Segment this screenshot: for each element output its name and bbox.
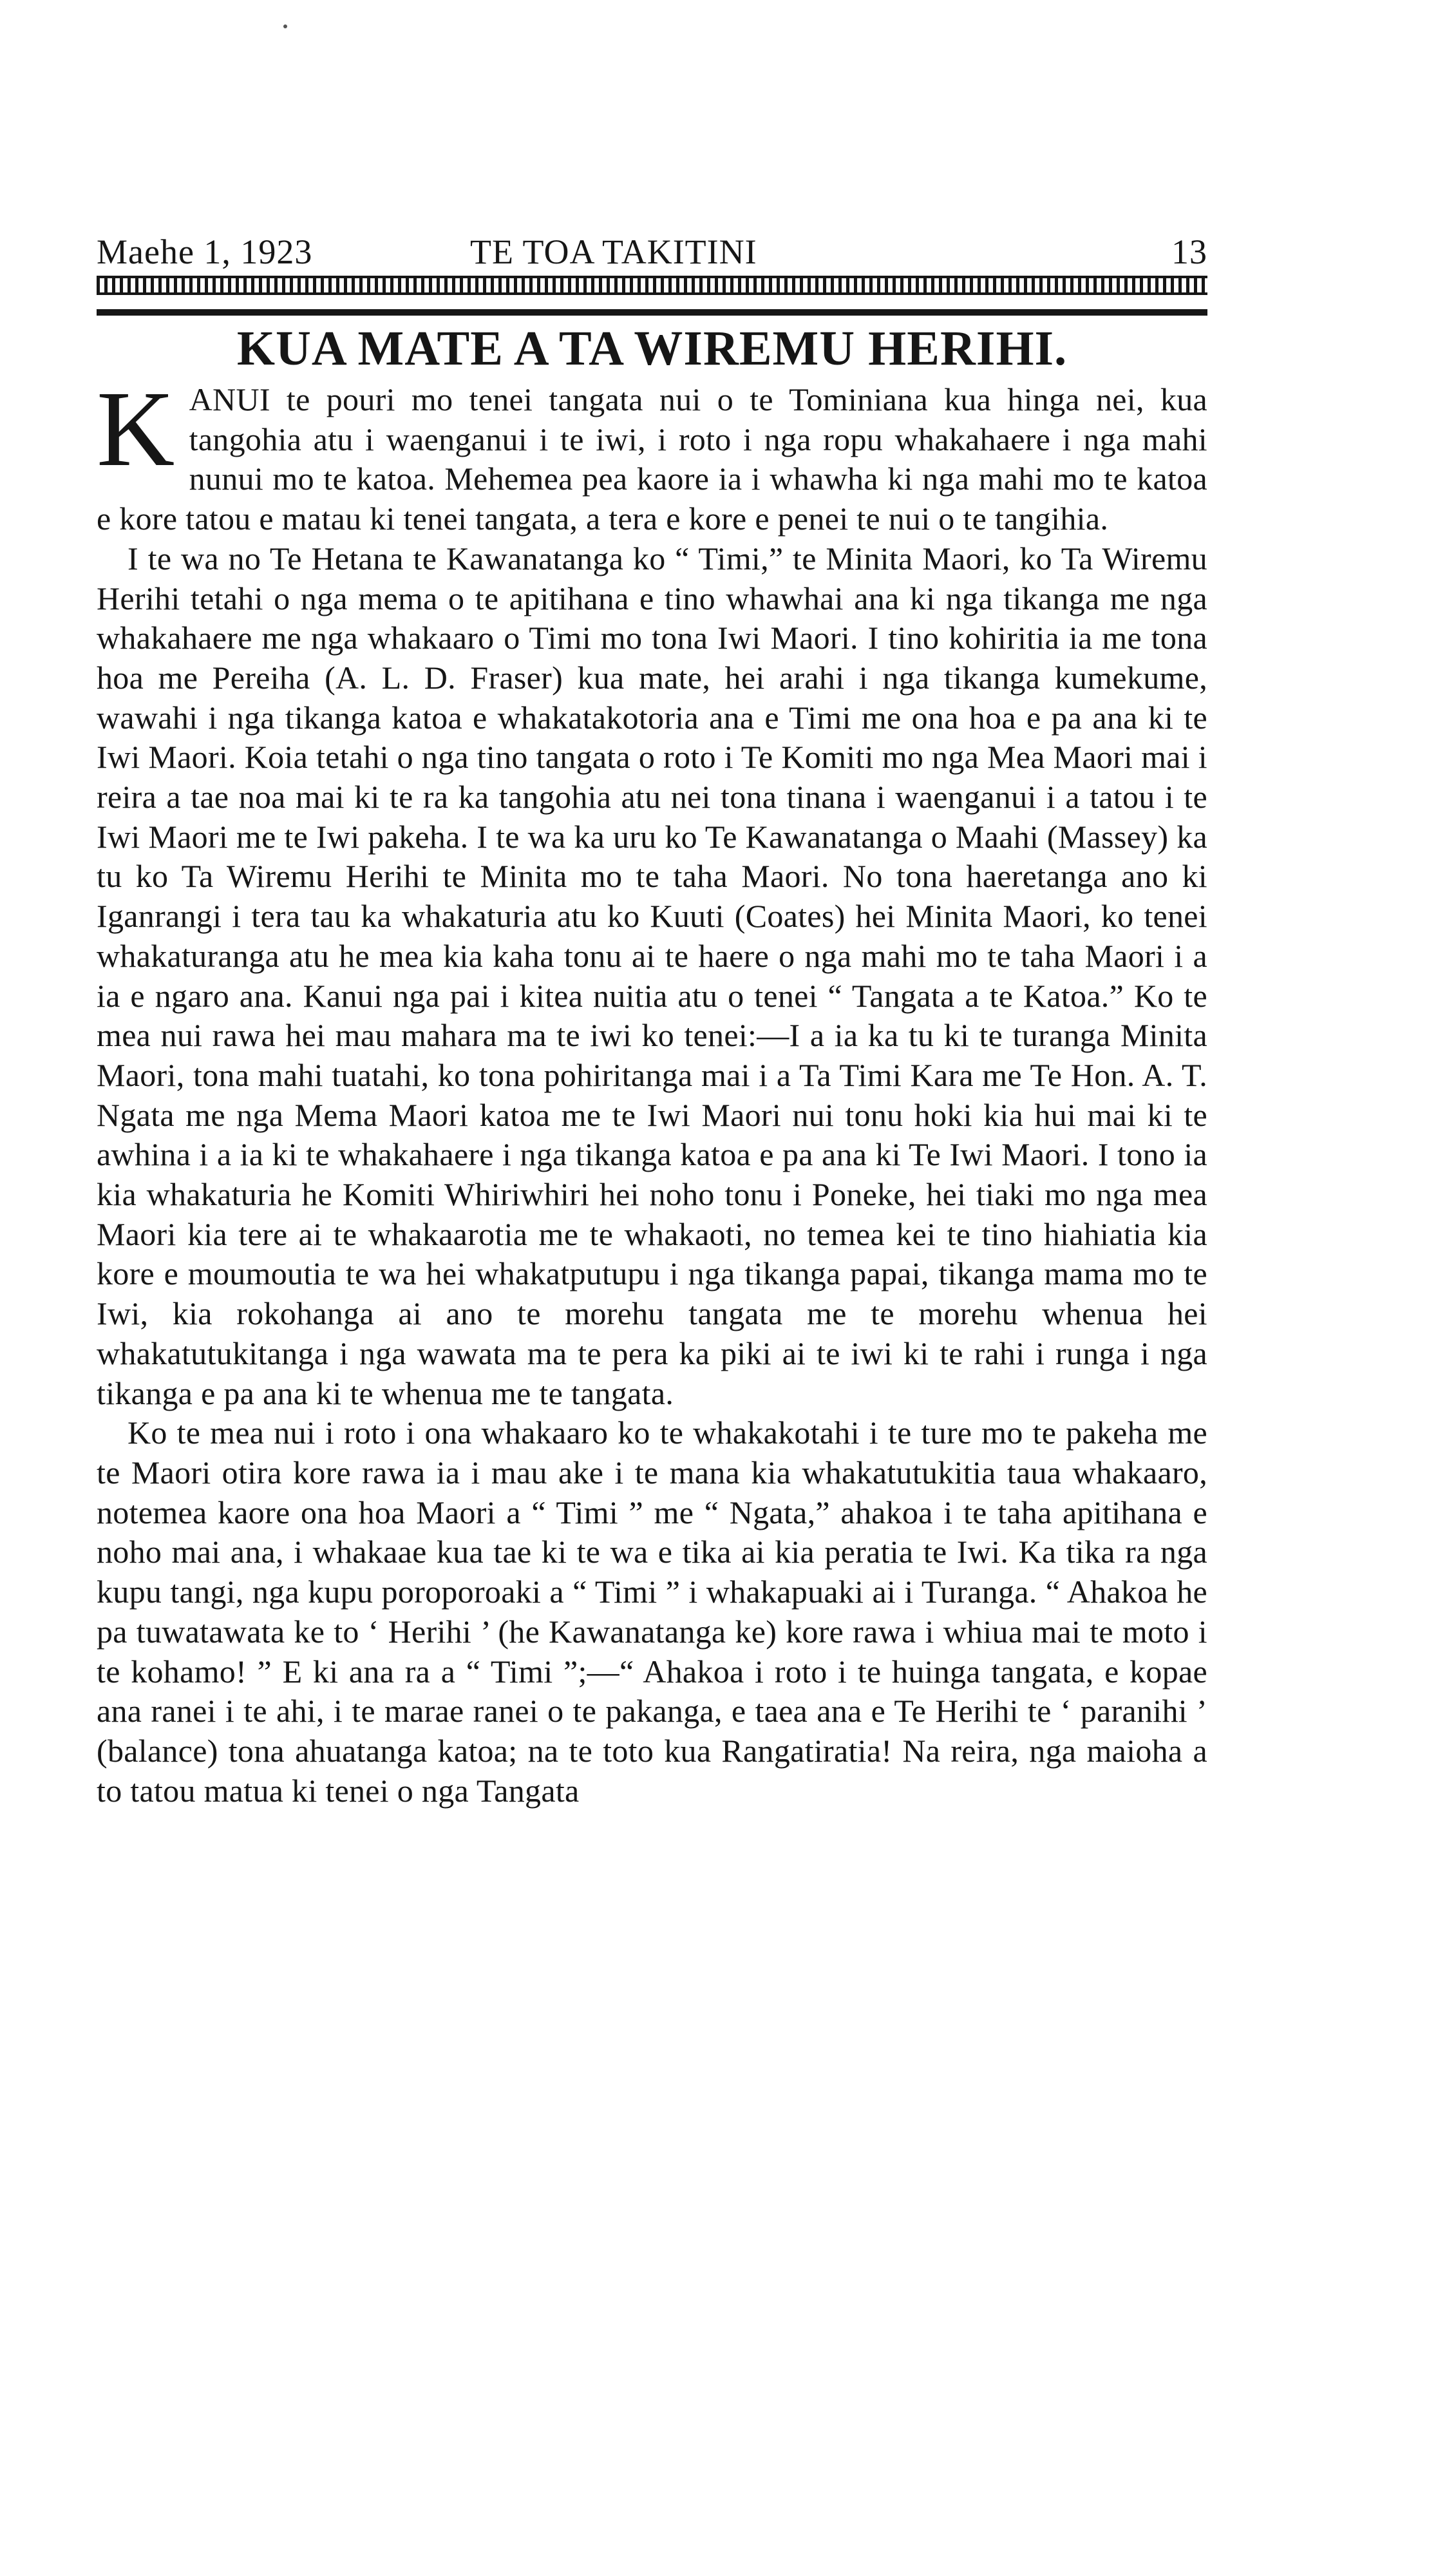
issue-date: Maehe 1, 1923 [97, 233, 313, 271]
ink-speck [283, 24, 287, 28]
ornamental-border [97, 276, 1207, 295]
article-paragraph: Ko te mea nui i roto i ona whakaaro ko te whakakotahi i te ture mo te pakeha me te Maori otira kore rawa ia i mau ake i te mana kia whakatutukitia taua whakaaro, notemea kaore ona hoa Maori a “ Timi ” me “ Ngata,” ahakoa i te taha apitihana e noho mai ana, i whakaae kua tae ki te wa e tika ai kia peratia te Iwi. Ka tika ra nga kupu tangi, nga kupu poroporoaki a “ Timi ” i whakapuaki ai i Turanga. “ Ahakoa he pa tuwatawata ke to ‘ Herihi ’ (he Kawanatanga ke) kore rawa i whiua mai te moto i te kohamo! ” E ki ana ra a “ Timi ”;—“ Ahakoa i roto i te huinga tangata, e kopae ana ranei i te ahi, i te marae ranei o te pakanga, e taea ana e Te Herihi te ‘ paranihi ’ (balance) tona ahuatanga katoa; na te toto kua Rangatiratia! Na reira, nga maioha a to tatou matua ki tenei o nga Tangata [97, 1414, 1207, 1809]
article-paragraph [97, 369, 1207, 539]
heavy-rule [97, 309, 1207, 316]
article-paragraph: I te wa no Te Hetana te Kawanatanga ko “ Timi,” te Minita Maori, ko Ta Wiremu Herihi tetahi o nga mema o te apitihana e tino whawhai ana ki nga tikanga me nga whakahaere me nga whakaaro o Timi mo tona Iwi Maori. I tino kohiritia ia me tona hoa me Pereiha (A. L. D. Fraser) kua mate, hei arahi i nga tikanga kumekume, wawahi i nga tikanga katoa e whakatakotoria ana e Timi me ona hoa e pa ana ki te Iwi Maori. Koia tetahi o nga tino tangata o roto i Te Komiti mo nga Mea Maori mai i reira a tae noa mai ki te ra ka tangohia atu nei tona tinana i waenganui i a tatou i te Iwi Maori me te Iwi pakeha. I te wa ka uru ko Te Kawanatanga o Maahi (Massey) ka tu ko Ta Wiremu Herihi te Minita mo te taha Maori. No tona haeretanga ano ki Iganrangi i tera tau ka whakaturia atu ko Kuuti (Coates) hei Minita Maori, ko tenei whakaturanga atu he mea kia kaha tonu ai te haere o nga mahi mo te taha Maori i a ia e ngaro ana. Kanui nga pai i kitea nuitia atu o tenei “ Tangata a te Katoa.” Ko te mea nui rawa hei mau mahara ma te iwi ko tenei:—I a ia ka tu ki te turanga Minita Maori, tona mahi tuatahi, ko tona pohiritanga mai i a Ta Timi Kara me Te Hon. A. T. Ngata me nga Mema Maori katoa me te Iwi Maori nui tonu hoki kia hui mai ki te awhina i a ia ki te whakahaere i nga tikanga katoa e pa ana ki Te Iwi Maori. I tono ia kia whakaturia he Komiti Whiriwhiri hei noho tonu i Poneke, hei tiaki mo nga mea Maori kia tere ai te whakaarotia me te whakaoti, no temea kei te tino hiahiatia kia kore e moumoutia te wa hei whakatputupu i nga tikanga papai, tikanga mama mo te Iwi, kia rokohanga ai ano te morehu tangata me te morehu whenua hei whakatutukitanga i nga wawata ma te pera ka piki ai te iwi ki te rahi i runga i nga tikanga e pa ana ki te whenua me te tangata. [97, 540, 1207, 1411]
page-number: 13 [1171, 233, 1207, 271]
publication-title: TE TOA TAKITINI [470, 233, 757, 271]
article-headline: KUA MATE A TA WIREMU HERIHI. [236, 321, 1068, 376]
article-body [97, 369, 1207, 1811]
page [97, 232, 1207, 1811]
running-head [97, 232, 1207, 272]
paragraph-text: ANUI te pouri mo tenei tangata nui o te Tominiana kua hinga nei, kua tangohia atu i waenganui i te iwi, i roto i nga ropu whakahaere i nga mahi nunui mo te katoa. Mehemea pea kaore ia i whawha ki nga mahi mo te katoa e kore tatou e matau ki tenei tangata, a tera e kore e penei te nui o te tangihia. [97, 381, 1207, 537]
drop-cap: K [97, 369, 175, 489]
